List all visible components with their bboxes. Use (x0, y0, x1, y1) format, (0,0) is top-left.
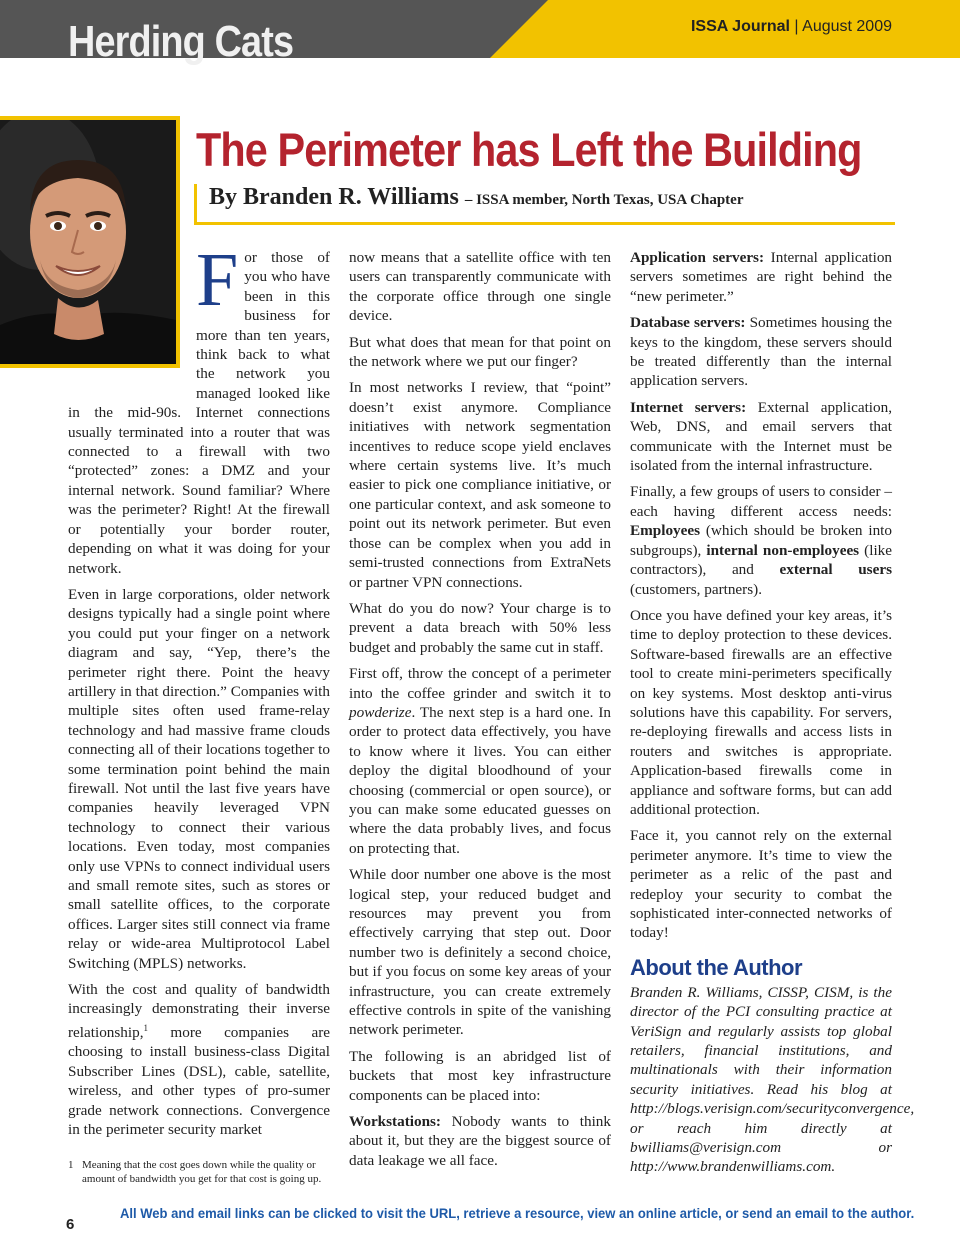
footnote-ref[interactable]: 1 (143, 1022, 148, 1033)
links-note: All Web and email links can be clicked to visit the URL, retrieve a resource, view an online article, or send an email to the author. (120, 1205, 915, 1221)
paragraph-text: External application, Web, DNS, and email servers that communicate with the Internet must be isolated from the internal infrastructure. (630, 398, 893, 475)
paragraph-text: With the cost and quality of bandwidth increasingly demonstrating their inverse relationship, (68, 981, 330, 1041)
journal-issue (691, 18, 892, 36)
paragraph: What do you do now? Your charge is to prevent a data breach with 50% less budget and probably the same cut in staff. (349, 599, 611, 656)
emphasis: powderize (349, 703, 412, 721)
term-label: internal non-employees (706, 541, 860, 559)
paragraph-text: . The next step is a hard one. In order to protect data effectively, you have to know where it lives. You can either deploy the digital bloodhound of your choosing (commercial or open source), or you can make some educated guesses on where the data probably lives, and focus on protecting that. (349, 703, 611, 857)
footnote (68, 1158, 330, 1186)
paragraph (630, 313, 892, 391)
term-label: Application servers: (630, 249, 765, 266)
paragraph-text: Nobody wants to think about it, but they are the biggest source of data leakage we all face. (349, 1113, 611, 1169)
term-label: Workstations: (349, 1113, 441, 1131)
footnote-text: Meaning that the cost goes down while the quality or amount of bandwidth you get for that cost is going up. (82, 1159, 322, 1185)
issue-date: August 2009 (802, 18, 892, 35)
paragraph-text: or those of you who have been in this business for more than ten years, think back to what the network you managed looked like in the mid-90s. Internet connections usually terminated into a router that was connected to a firewall with two “protected” zones: a DMZ and your internal network. Sound familiar? Where was the perimeter? Right! At the firewall or potentially your border router, depending on what it was doing for your network. (68, 249, 330, 577)
page-number: 6 (66, 1216, 75, 1233)
paragraph: Even in large corporations, older network designs typically had a single point where you could put your finger on a network diagram and say, “Yep, there’s the perimeter right there. Point the heavy artillery in that direction.” Companies with multiple sites often used frame-relay technology and had massive frame clouds connecting all of their locations together to some termination point behind the main firewall. Not until the last five years have companies heavily leveraged VPN technology to connect their various locations. Even today, most companies only use VPNs to connect individual users and small remote sites, such as stores or small satellite offices, to the corporate offices. Larger sites still connect via frame relay or wide-area Multiprotocol Label Switching (MPLS) networks. (68, 585, 330, 972)
paragraph-text: Finally, a few groups of users to consider – each having different access needs: (630, 483, 892, 520)
paragraph-text: more companies are choosing to install business-class Digital Subscriber Lines (DSL), cable, satellite, wireless, and other types of pro-sumer grade network connections. Convergence in the perimeter security market (68, 1023, 330, 1138)
article-column-3 (630, 248, 915, 1184)
paragraph (68, 980, 330, 1139)
paragraph: But what does that mean for that point on the network where we put our finger? (349, 333, 611, 371)
paragraph (349, 664, 611, 858)
term-label: Employees (630, 522, 701, 540)
paragraph: Once you have defined your key areas, it’s time to deploy protection to these devices. Software-based firewalls are an effective tool to create mini-perimeters specifically on key systems. Most desktop anti-virus solutions have this capability. For servers, re-deploying firewalls and access lists in routers and switches is appropriate. Application-based firewalls come in appliance and software forms, but can add additional protection. (630, 606, 892, 818)
paragraph: Face it, you cannot rely on the external perimeter anymore. It’s time to view the perimeter as a relic of the past and redeploy your security to combat the sophisticated inter-connected networks of today! (630, 827, 892, 942)
paragraph-text: (customers, partners). (630, 580, 763, 598)
about-author-heading: About the Author (630, 954, 803, 980)
paragraph: In most networks I review, that “point” doesn’t exist anymore. Compliance initiatives with network segmentation incentives to reduce scope yield enclaves where certain systems live. It’s much easier to pick one compliance initiative, or one particular context, and ask someone to point out its network perimeter. But even those can be complex when you add in semi-trusted connections from ExtraNets or partner VPN connections. (349, 379, 611, 591)
photo-wrap-space (68, 248, 196, 392)
term-label: Database servers: (630, 314, 746, 332)
byline-text (209, 184, 744, 211)
paragraph-text: Sometimes housing the keys to the kingdom, these servers should be treated differently than the internal application servers. (630, 314, 892, 390)
byline (194, 184, 895, 225)
paragraph-text: (like contractors), and (630, 541, 892, 579)
paragraph: The following is an abridged list of buckets that most key infrastructure components can be placed into: (349, 1047, 611, 1104)
journal-name: ISSA Journal (690, 18, 790, 35)
author-name: By Branden R. Williams (209, 184, 459, 210)
paragraph (630, 248, 892, 306)
drop-cap: F (196, 238, 239, 322)
paragraph (630, 482, 892, 598)
about-author-text[interactable]: Branden R. Williams, CISSP, CISM, is the director of the PCI consulting practice at VeriSign and regularly assists top global retailers, financial institutions, and multinationals with their information security initiatives. Read his blog at http://blogs.verisign.com/securityconvergence, or reach him directly at bwilliams@verisign.com or http://www.brandenwilliams.com. (630, 983, 915, 1176)
term-label: external users (779, 561, 892, 579)
paragraph-text: Internal application servers sometimes are right behind the “new perimeter.” (630, 249, 893, 305)
paragraph (630, 398, 892, 476)
paragraph: now means that a satellite office with ten users can transparently communicate with the corporate office through one single device. (349, 249, 611, 325)
article-title: The Perimeter has Left the Building (196, 123, 862, 176)
paragraph-text: (which should be broken into subgroups), (630, 522, 892, 559)
journal-separator: | (794, 18, 799, 35)
section-title: Herding Cats (68, 17, 294, 66)
article-column-2 (349, 248, 611, 1177)
paragraph-text: First off, throw the concept of a perimeter into the coffee grinder and switch it to (349, 665, 611, 702)
paragraph: While door number one above is the most logical step, your reduced budget and resources may prevent you from effectively carrying that step out. Door number two is definitely a second choice, but if you focus on some key areas of your infrastructure, you can create extremely effective controls in spite of the vanishing network perimeter. (349, 866, 611, 1039)
footnote-number: 1 (68, 1159, 74, 1171)
term-label: Internet servers: (630, 398, 747, 416)
paragraph (349, 1112, 611, 1170)
author-affiliation: – ISSA member, North Texas, USA Chapter (464, 192, 744, 208)
article-column-1 (68, 238, 330, 1146)
